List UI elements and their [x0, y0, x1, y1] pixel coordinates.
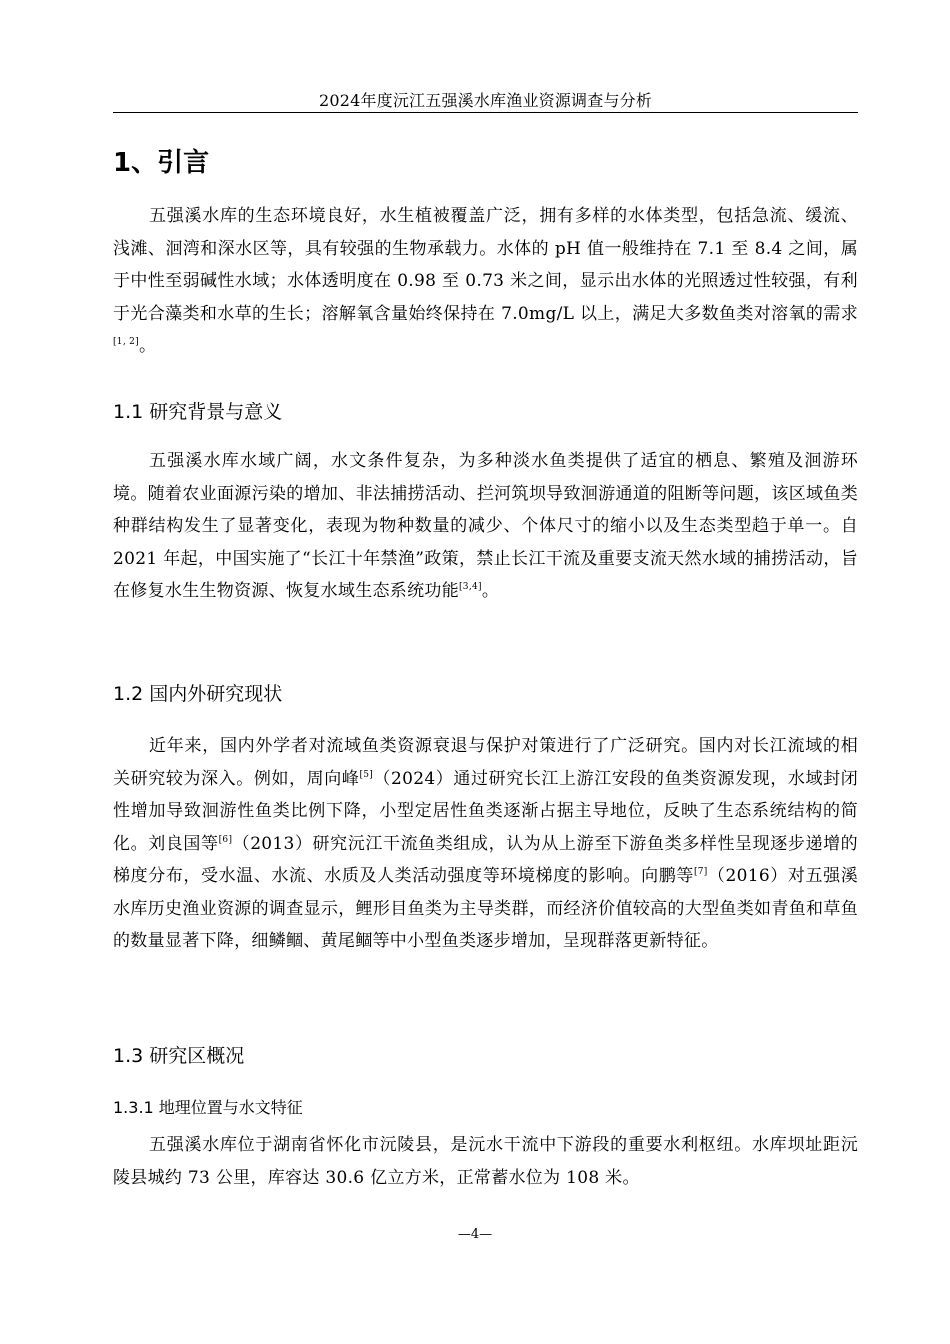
research-status-text-1: 近年来，国内外学者对流域鱼类资源衰退与保护对策进行了广泛研究。国内对长江流域的相关研究较为深入。例如，周向峰: [113, 736, 858, 789]
section-heading-study-area: 1.3 研究区概况: [113, 1045, 245, 1067]
intro-paragraph-text: 五强溪水库的生态环境良好，水生植被覆盖广泛，拥有多样的水体类型，包括急流、缓流、浅滩、洄湾和深水区等，具有较强的生物承载力。水体的 pH 值一般维持在 7.1 至 8.4 之间，属于中性至弱碱性水域；水体透明度在 0.98 至 0.73 米之间，显示出水体的光照透过性较强，有利于光合藻类和水草的生长；溶解氧含量始终保持在 7.0mg/L 以上，满足大多数鱼类对溶氧的需求: [113, 206, 858, 324]
section-heading-research-status: 1.2 国内外研究现状: [113, 683, 283, 705]
section-heading-introduction: 1、引言: [113, 148, 210, 178]
citation-1-2: [1, 2]: [113, 337, 139, 347]
geography-paragraph: 五强溪水库位于湖南省怀化市沅陵县，是沅水干流中下游段的重要水利枢纽。水库坝址距沅陵县城约 73 公里，库容达 30.6 亿立方米，正常蓄水位为 108 米。: [113, 1135, 858, 1188]
background-paragraph: [113, 445, 858, 608]
citation-3-4: [3,4]: [459, 582, 482, 592]
research-status-text-4: （2016）对五强溪水库历史渔业资源的调查显示，鲤形目鱼类为主导类群，而经济价值较高的大型鱼类如青鱼和草鱼的数量显著下降，细鳞鲴、黄尾鲴等中小型鱼类逐步增加，呈现群落更新特征。: [113, 866, 859, 951]
citation-6: [6]: [218, 834, 233, 845]
running-header: 2024年度沅江五强溪水库渔业资源调查与分析: [113, 90, 858, 113]
intro-paragraph-end: 。: [139, 336, 157, 356]
intro-paragraph: [113, 200, 858, 363]
research-status-text-2: （2024）通过研究长江上游江安段的鱼类资源发现，水域封闭性增加导致洄游性鱼类比例下降，小型定居性鱼类逐渐占据主导地位，反映了生态系统结构的简化。刘良国等: [113, 768, 858, 854]
background-paragraph-text: 五强溪水库水域广阔，水文条件复杂，为多种淡水鱼类提供了适宜的栖息、繁殖及洄游环境。随着农业面源污染的增加、非法捕捞活动、拦河筑坝导致洄游通道的阻断等问题，该区域鱼类种群结构发生了显著变化，表现为物种数量的减少、个体尺寸的缩小以及生态类型趋于单一。自 2021 年起，中国实施了“长江十年禁渔”政策，禁止长江干流及重要支流天然水域的捕捞活动，旨在修复水生生物资源、恢复水域生态系统功能: [113, 451, 858, 601]
background-paragraph-end: 。: [481, 581, 500, 601]
section-heading-background: 1.1 研究背景与意义: [113, 401, 283, 423]
citation-7: [7]: [693, 867, 708, 877]
page-number: —4—: [457, 1227, 493, 1242]
research-status-text-3: （2013）研究沅江干流鱼类组成，认为从上游至下游鱼类多样性呈现逐步递增的梯度分布，受水温、水流、水质及人类活动强度等环境梯度的影响。向鹏等: [113, 833, 858, 886]
subsection-heading-geography: 1.3.1 地理位置与水文特征: [113, 1098, 303, 1117]
research-status-paragraph: [113, 730, 858, 958]
citation-5: [5]: [359, 769, 374, 780]
